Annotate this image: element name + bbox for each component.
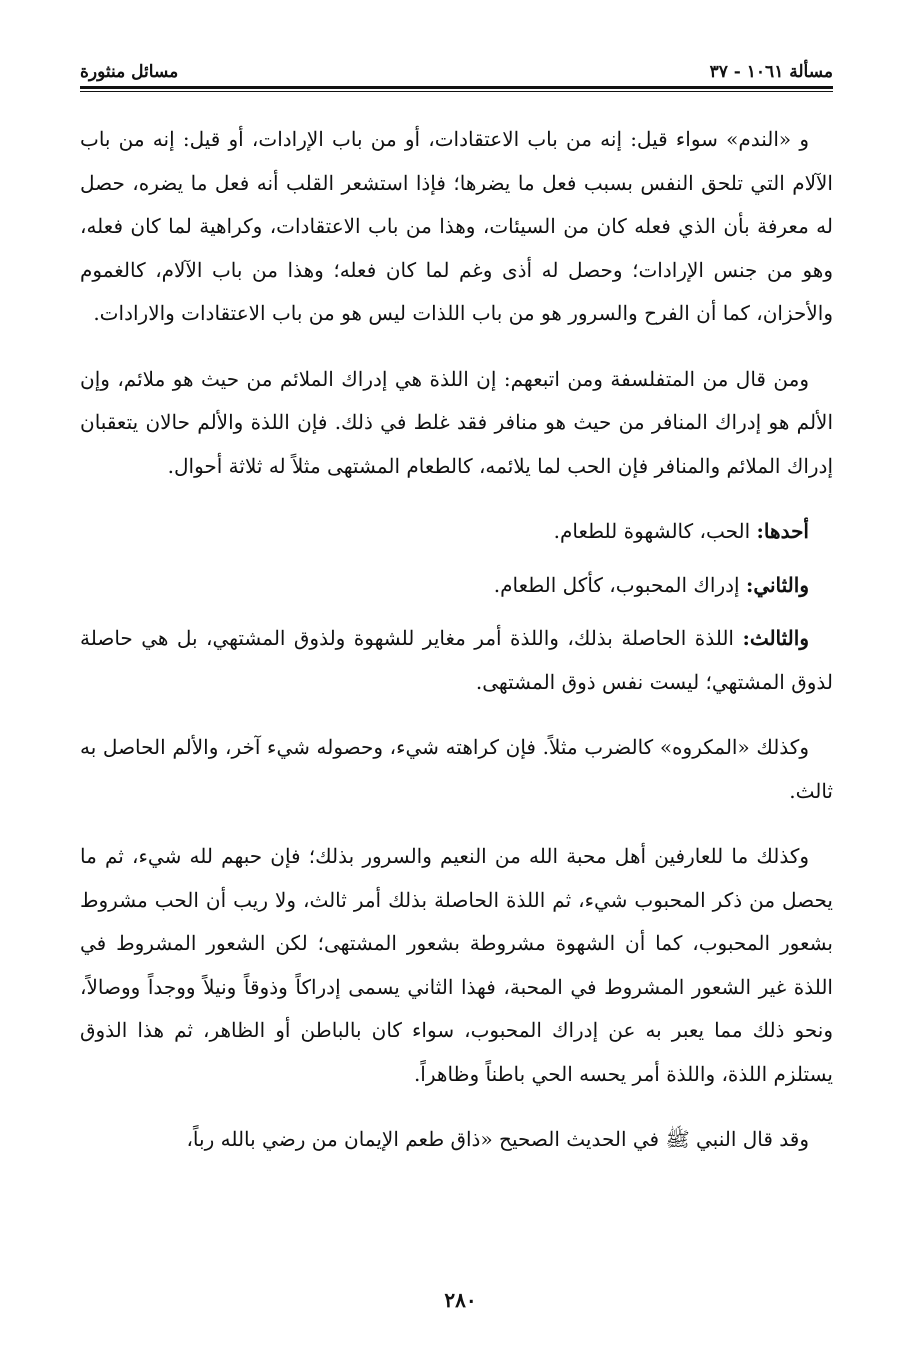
paragraph-hadith: وقد قال النبي ﷺ في الحديث الصحيح «ذاق طعم الإيمان من رضي بالله رباً، [186, 1127, 809, 1151]
main-text [80, 118, 833, 1184]
list-item-text: اللذة الحاصلة بذلك، واللذة أمر مغاير للشهوة ولذوق المشتهي، بل هي حاصلة لذوق المشتهي؛ ليست نفس ذوق المشتهى. [80, 626, 833, 694]
list-item-text: الحب، كالشهوة للطعام. [553, 519, 757, 543]
list-item-label: والثاني: [745, 572, 809, 597]
list-item-third [80, 617, 833, 704]
list-item-first [80, 510, 833, 554]
header-rule-thick [80, 86, 833, 89]
paragraph-disliked: وكذلك «المكروه» كالضرب مثلاً. فإن كراهته شيء، وحصوله شيء آخر، والألم الحاصل به ثالث. [80, 735, 833, 803]
paragraph-regret: و «الندم» سواء قيل: إنه من باب الاعتقادات، أو من باب الإرادات، أو قيل: إنه من باب الآلام التي تلحق النفس بسبب فعل ما يضرها؛ فإذا استشعر القلب أنه فعل ما يضره، حصل له معرفة بأن الذي فعله كان من السيئات، وهذا من باب الاعتقادات، وكراهية لما كان فعله، وهو من جنس الإرادات؛ وحصل له أذى وغم لما كان فعله؛ وهذا من باب الآلام، كالغموم والأحزان، كما أن الفرح والسرور هو من باب اللذات ليس هو من باب الاعتقادات والارادات. [80, 127, 833, 325]
header-section-number: مسألة ١٠٦١ - ٣٧ [709, 62, 833, 82]
header-book-title: مسائل منثورة [80, 62, 179, 82]
list-item-second [80, 564, 833, 608]
list-item-label: والثالث: [742, 626, 809, 650]
paragraph-knowers: وكذلك ما للعارفين أهل محبة الله من النعيم والسرور بذلك؛ فإن حبهم لله شيء، ثم ما يحصل من ذكر المحبوب شيء، ثم اللذة الحاصلة بذلك أمر ثالث، ولا ريب أن الحب مشروط بشعور المحبوب، كما أن الشهوة مشروطة بشعور المشتهى؛ لكن الشعور المشروط في اللذة غير الشعور المشروط في المحبة، فهذا الثاني يسمى إدراكاً وذوقاً ونيلاً ووجداً ووصالاً، ونحو ذلك مما يعبر به عن إدراك المحبوب، سواء كان بالباطن أو الظاهر، ثم هذا الذوق يستلزم اللذة، واللذة أمر يحسه الحي باطناً وظاهراً. [80, 844, 833, 1086]
list-item-label: أحدها: [756, 519, 809, 543]
paragraph-pleasure-definition: ومن قال من المتفلسفة ومن اتبعهم: إن اللذة هي إدراك الملائم من حيث هو ملائم، وإن الألم هو إدراك المنافر من حيث هو منافر فقد غلط في ذلك. فإن اللذة والألم حالان يتعقبان إدراك الملائم والمنافر فإن الحب لما يلائمه، كالطعام المشتهى مثلاً له ثلاثة أحوال. [80, 366, 833, 478]
list-item-text: إدراك المحبوب، كأكل الطعام. [493, 572, 746, 597]
header-rule-thin [80, 91, 833, 92]
running-header [80, 48, 833, 82]
page-number: ٢٨٠ [444, 1288, 477, 1312]
